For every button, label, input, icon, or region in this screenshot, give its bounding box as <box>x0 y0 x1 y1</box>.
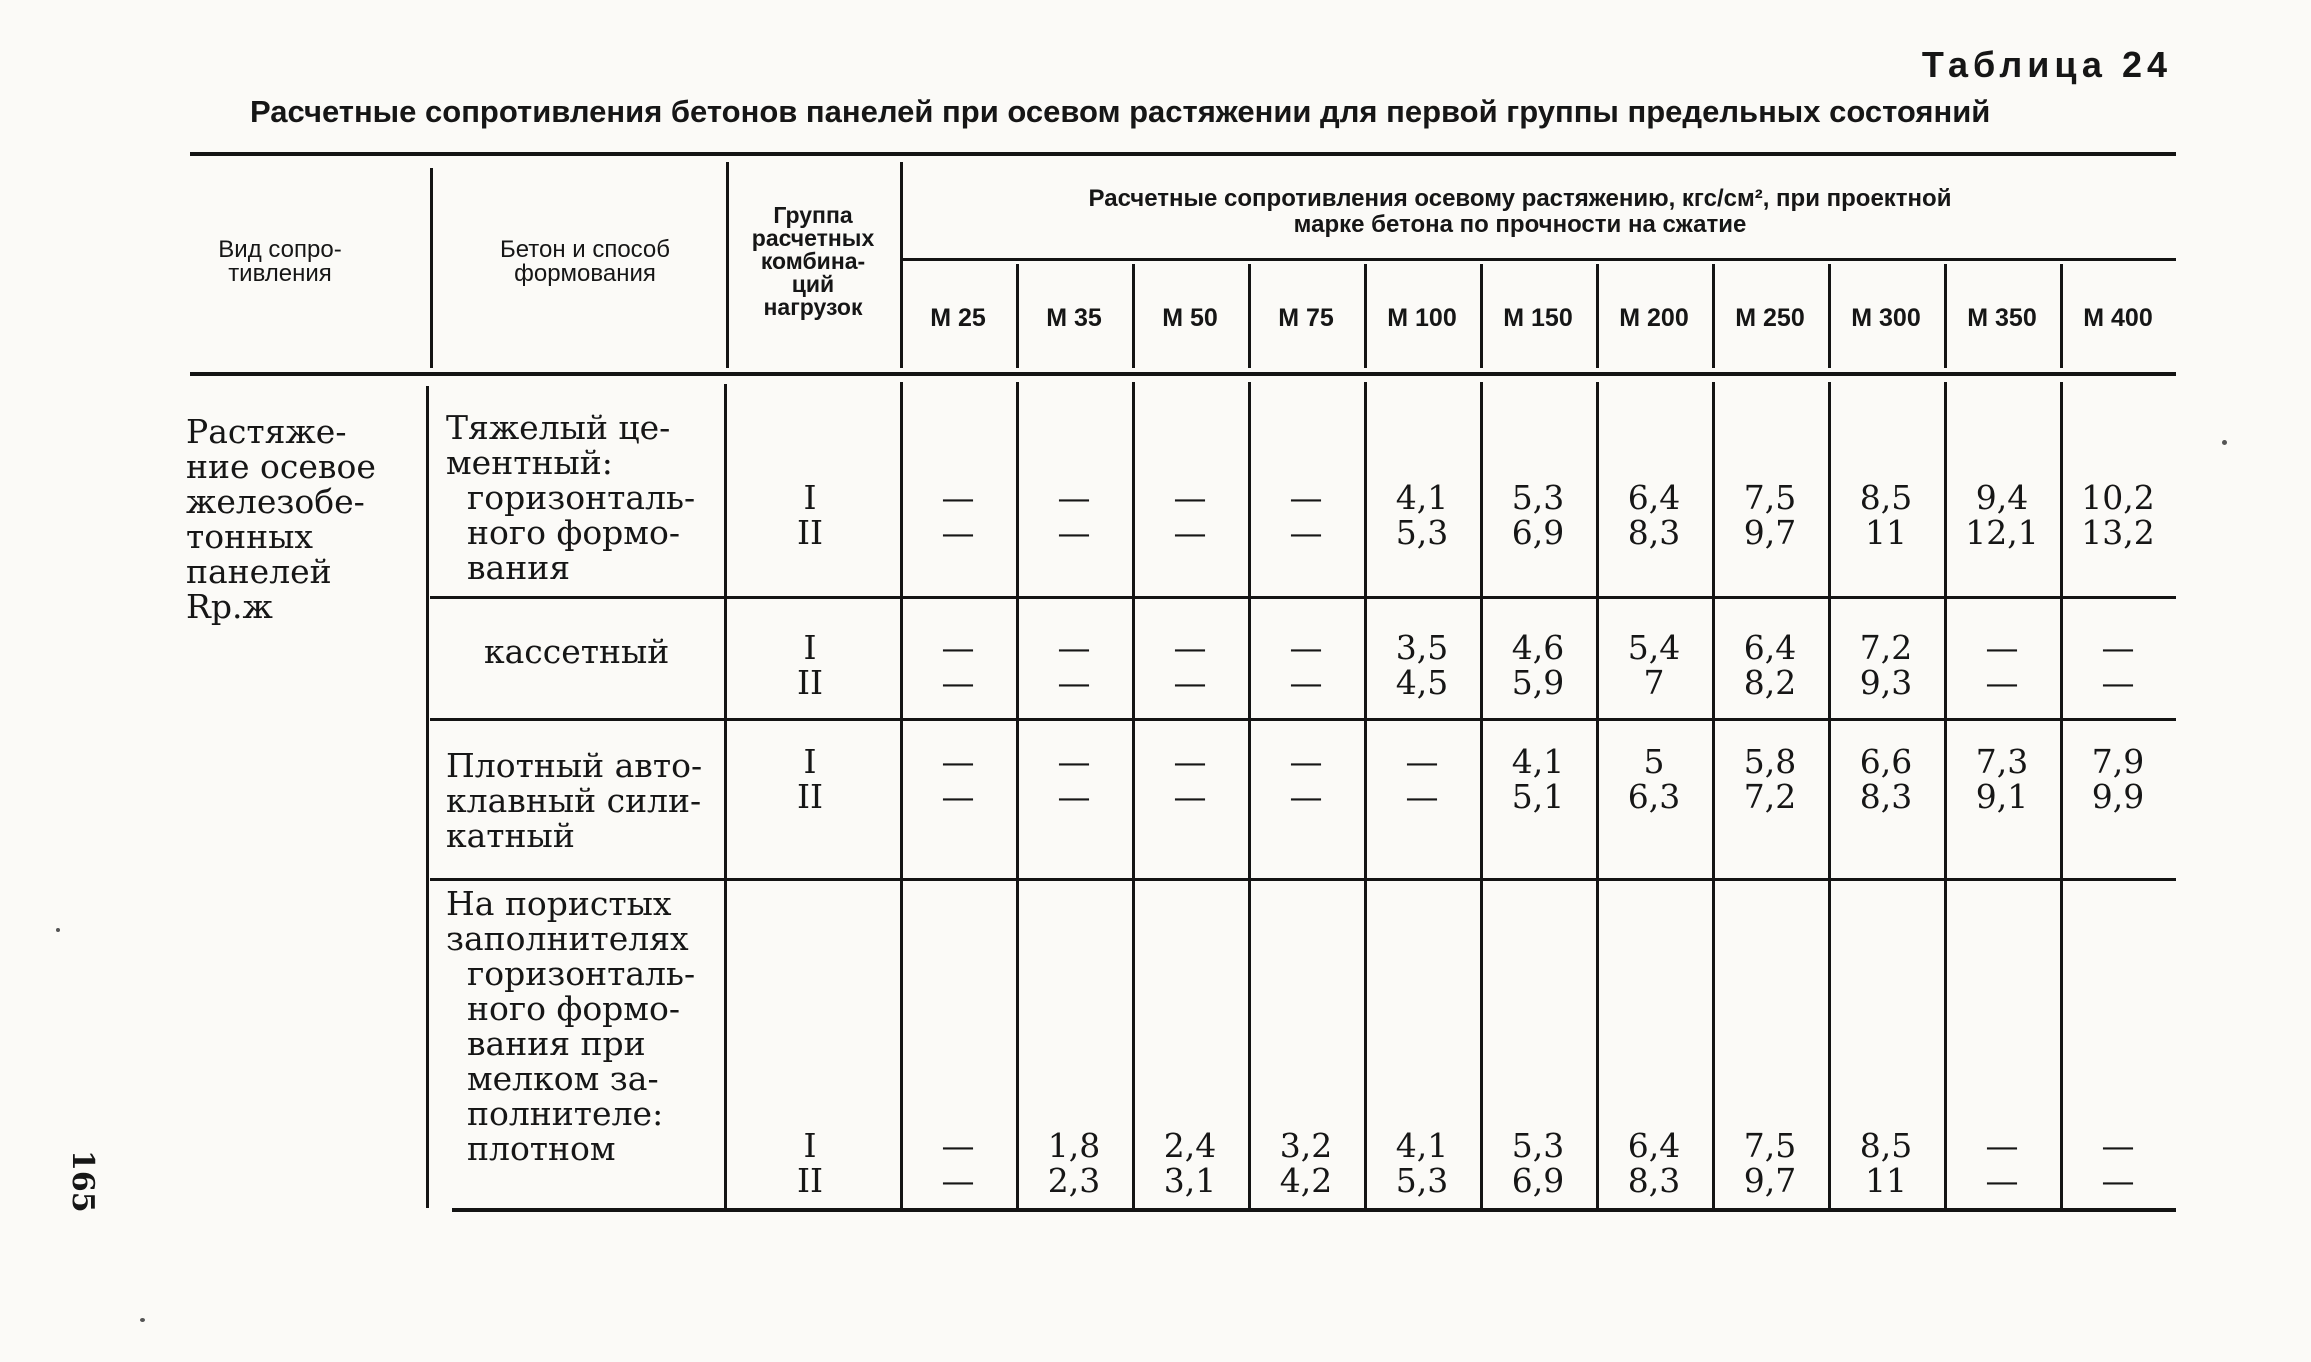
value-cell: 9,4 12,1 <box>1965 478 2039 552</box>
grade-header: М 75 <box>1278 304 1334 332</box>
value-cell: 4,6 5,9 <box>1511 628 1565 702</box>
value-cell: 5,8 7,2 <box>1743 742 1797 816</box>
grade-header: М 35 <box>1046 304 1102 332</box>
page-number: 165 <box>65 1150 100 1213</box>
value-cell: — — <box>1173 742 1207 816</box>
concrete-label: Плотный авто- клавный сили- катный <box>446 746 703 855</box>
rule-line <box>430 168 433 368</box>
rule-line <box>900 258 2176 261</box>
table-title: Расчетные сопротивления бетонов панелей при осевом растяжении для первой группы предельных состояний <box>250 94 1991 129</box>
load-group-cell: I II <box>796 742 824 816</box>
value-cell: — — <box>1289 628 1323 702</box>
value-cell: 6,6 8,3 <box>1859 742 1913 816</box>
load-group-cell: I II <box>796 478 824 552</box>
value-cell: — — <box>941 628 975 702</box>
resistance-type-label: Растяже- ние осевое железобе- тонных панелей Rр.ж <box>186 412 376 626</box>
value-cell: 7,2 9,3 <box>1859 628 1913 702</box>
scan-speck <box>2222 440 2227 445</box>
value-cell: 6,4 8,3 <box>1627 1126 1681 1200</box>
grade-header: М 200 <box>1619 304 1689 332</box>
value-cell: — — <box>1289 742 1323 816</box>
value-cell: 5,4 7 <box>1627 628 1681 702</box>
value-cell: 7,9 9,9 <box>2091 742 2145 816</box>
grade-header: М 50 <box>1162 304 1218 332</box>
header-concrete: Бетон и способ формования <box>499 236 671 287</box>
value-cell: 3,5 4,5 <box>1395 628 1449 702</box>
concrete-label: Тяжелый це- ментный: горизонталь- ного формо- вания <box>446 408 696 587</box>
value-cell: 5,3 6,9 <box>1511 1126 1565 1200</box>
load-group-cell: I II <box>796 1126 824 1200</box>
header-values-title: Расчетные сопротивления осевому растяжению, кгс/см², при проектной марке бетона по прочности на сжатие <box>1088 185 1952 238</box>
concrete-label: На пористых заполнителях горизонталь- ного формо- вания при мелком за- полнителе: плотном <box>446 884 696 1168</box>
concrete-label: кассетный <box>484 632 670 671</box>
value-cell: 7,3 9,1 <box>1975 742 2029 816</box>
value-cell: 6,4 8,2 <box>1743 628 1797 702</box>
grade-header: М 250 <box>1735 304 1805 332</box>
value-cell: — — <box>1057 628 1091 702</box>
value-cell: — — <box>1057 478 1091 552</box>
value-cell: 4,1 5,3 <box>1395 1126 1449 1200</box>
value-cell: — — <box>941 742 975 816</box>
value-cell: — — <box>941 1126 975 1200</box>
rule-line <box>426 386 429 1208</box>
value-cell: 5,3 6,9 <box>1511 478 1565 552</box>
value-cell: 1,8 2,3 <box>1047 1126 1101 1200</box>
value-cell: — — <box>2101 1126 2135 1200</box>
value-cell: — — <box>1405 742 1439 816</box>
value-cell: — — <box>1289 478 1323 552</box>
value-cell: — — <box>1057 742 1091 816</box>
value-cell: — — <box>1173 628 1207 702</box>
grade-header: М 400 <box>2083 304 2153 332</box>
value-cell: 5 6,3 <box>1627 742 1681 816</box>
value-cell: 3,2 4,2 <box>1279 1126 1333 1200</box>
header-resistance-type: Вид сопро- тивления <box>218 236 342 287</box>
rule-line <box>430 596 2176 599</box>
grade-header: М 100 <box>1387 304 1457 332</box>
value-cell: 8,5 11 <box>1859 478 1913 552</box>
rule-line <box>724 384 727 1208</box>
grade-header: М 25 <box>930 304 986 332</box>
grade-header: М 300 <box>1851 304 1921 332</box>
value-cell: 2,4 3,1 <box>1163 1126 1217 1200</box>
grade-header: М 150 <box>1503 304 1573 332</box>
table-number: Таблица 24 <box>1921 44 2172 85</box>
load-group-cell: I II <box>796 628 824 702</box>
value-cell: 4,1 5,1 <box>1511 742 1565 816</box>
rule-line <box>900 162 903 368</box>
header-load-group: Группа расчетных комбина- ций нагрузок <box>751 202 875 320</box>
value-cell: 4,1 5,3 <box>1395 478 1449 552</box>
rule-line <box>190 152 2176 156</box>
value-cell: 6,4 8,3 <box>1627 478 1681 552</box>
rule-line <box>430 718 2176 721</box>
rule-line <box>430 878 2176 881</box>
rule-line <box>452 1208 2176 1212</box>
value-cell: — — <box>941 478 975 552</box>
scan-speck <box>140 1318 145 1322</box>
rule-line <box>190 372 2176 376</box>
value-cell: — — <box>1985 628 2019 702</box>
value-cell: 10,2 13,2 <box>2081 478 2155 552</box>
value-cell: 8,5 11 <box>1859 1126 1913 1200</box>
scan-speck <box>56 928 60 932</box>
value-cell: — — <box>2101 628 2135 702</box>
value-cell: 7,5 9,7 <box>1743 1126 1797 1200</box>
value-cell: — — <box>1173 478 1207 552</box>
grade-header: М 350 <box>1967 304 2037 332</box>
value-cell: — — <box>1985 1126 2019 1200</box>
value-cell: 7,5 9,7 <box>1743 478 1797 552</box>
